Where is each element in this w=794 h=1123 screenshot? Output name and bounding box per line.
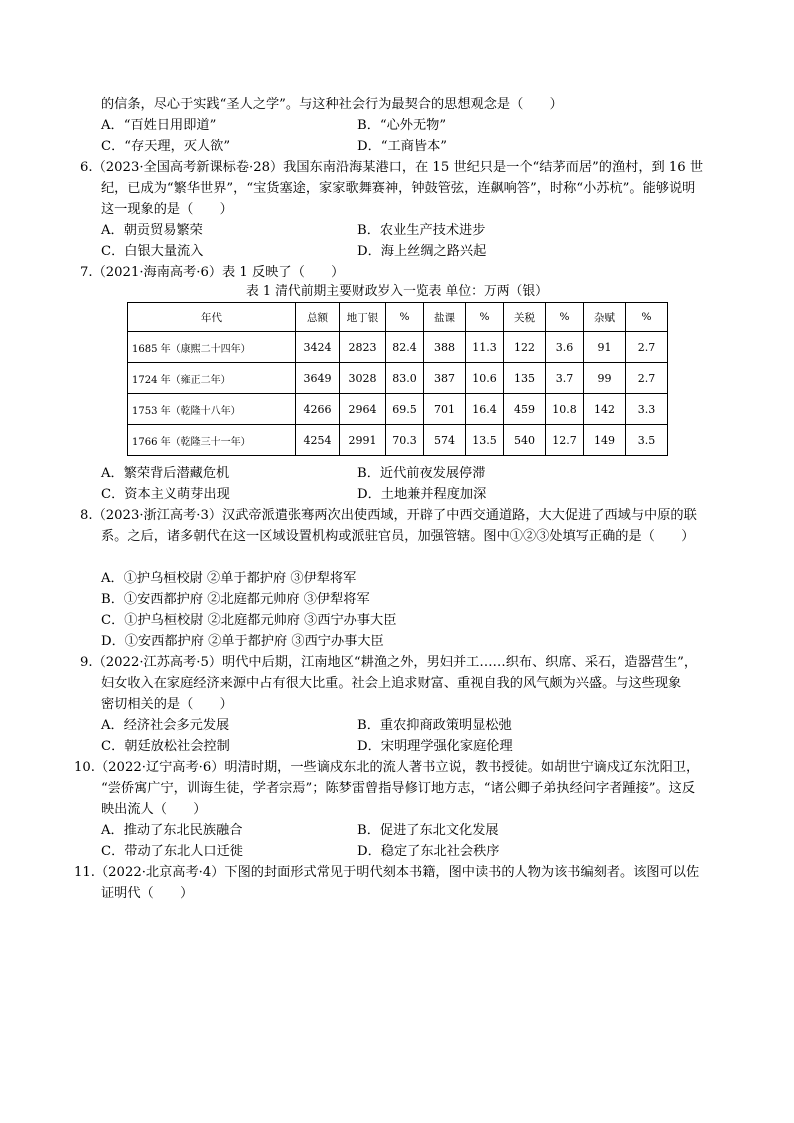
- table-cell: 3.7: [546, 363, 584, 394]
- table-cell: 387: [424, 363, 466, 394]
- table-cell: 701: [424, 394, 466, 425]
- question-8-stem-line: 系。之后，诸多朝代在这一区域设置机构或派驻官员，加强管辖。图中①②③处填写正确的是（ ）: [101, 529, 695, 544]
- option-d: D．①安西都护府 ②单于都护府 ③西宁办事大臣: [101, 634, 384, 649]
- table-cell: 91: [584, 332, 626, 363]
- table-cell: 10.6: [466, 363, 504, 394]
- table-cell: 3.3: [626, 394, 668, 425]
- question-10-stem-line: 映出流人（ ）: [101, 802, 207, 817]
- table-caption: 表 1 清代前期主要财政岁入一览表 单位：万两（银）: [246, 284, 548, 299]
- table-cell: 70.3: [386, 425, 424, 456]
- question-9-stem-line: 9.（2022·江苏高考·5）明代中后期，江南地区“耕渔之外，男妇并工……织布、织席、采石，造器营生”，: [80, 655, 698, 670]
- table-cell: 1724 年（雍正二年）: [128, 363, 296, 394]
- question-6-stem-line: 纪，已成为“繁华世界”，“宝货塞途，家家歌舞赛神，钟鼓管弦，连飙响答”，时称“小苏杭”。能够说明: [101, 181, 696, 196]
- table-cell: 4266: [296, 394, 340, 425]
- table-cell: 135: [504, 363, 546, 394]
- table-row: [128, 425, 668, 456]
- question-10-stem-line: “尝侨寓广宁，训诲生徒，学者宗焉”；陈梦雷曾指导修订地方志，“诸公卿子弟执经问字者踵接”。这反: [101, 781, 696, 796]
- option-a: A．“百姓日用即道”: [101, 118, 217, 133]
- table-cell: 82.4: [386, 332, 424, 363]
- table-cell: 3028: [340, 363, 386, 394]
- table-cell: 459: [504, 394, 546, 425]
- question-11-stem-line: 证明代（ ）: [101, 886, 194, 901]
- question-6-stem-line: 这一现象的是（ ）: [101, 202, 233, 217]
- table-cell: 2823: [340, 332, 386, 363]
- table-row: [128, 332, 668, 363]
- table-cell: 69.5: [386, 394, 424, 425]
- question-9-stem-line: 密切相关的是（ ）: [101, 697, 233, 712]
- option-b: B．近代前夜发展停滞: [357, 466, 486, 481]
- option-d: D．稳定了东北社会秩序: [357, 844, 500, 859]
- option-c: C．资本主义萌芽出现: [101, 487, 230, 502]
- option-b: B．①安西都护府 ②北庭都元帅府 ③伊犁将军: [101, 592, 370, 607]
- table-cell: 2.7: [626, 363, 668, 394]
- option-a: A．繁荣背后潜藏危机: [101, 466, 230, 481]
- option-a: A．①护乌桓校尉 ②单于都护府 ③伊犁将军: [101, 571, 357, 586]
- table-cell: 540: [504, 425, 546, 456]
- option-b: B．促进了东北文化发展: [357, 823, 499, 838]
- table-cell: 16.4: [466, 394, 504, 425]
- table-cell: 2.7: [626, 332, 668, 363]
- table-header-row: [128, 303, 668, 332]
- column-header: 杂赋: [584, 303, 626, 332]
- option-c: C．朝廷放松社会控制: [101, 739, 230, 754]
- table-cell: 12.7: [546, 425, 584, 456]
- question-6-stem-line: 6.（2023·全国高考新课标卷·28）我国东南沿海某港口，在 15 世纪只是一个“结茅而居”的渔村，到 16 世: [80, 160, 704, 175]
- question-5-tail-line: 的信条，尽心于实践“圣人之学”。与这种社会行为最契合的思想观念是（ ）: [101, 97, 563, 112]
- option-d: D．土地兼并程度加深: [357, 487, 487, 502]
- question-9-stem-line: 妇女收入在家庭经济来源中占有很大比重。社会上追求财富、重视自我的风气颇为兴盛。与这些现象: [101, 676, 682, 691]
- option-a: A．朝贡贸易繁荣: [101, 223, 203, 238]
- table-cell: 10.8: [546, 394, 584, 425]
- table-cell: 3.6: [546, 332, 584, 363]
- option-c: C．带动了东北人口迁徙: [101, 844, 243, 859]
- table-cell: 99: [584, 363, 626, 394]
- table-cell: 3424: [296, 332, 340, 363]
- table-cell: 83.0: [386, 363, 424, 394]
- table-cell: 1766 年（乾隆三十一年）: [128, 425, 296, 456]
- table-cell: 4254: [296, 425, 340, 456]
- column-header: %: [466, 303, 504, 332]
- column-header: 总额: [296, 303, 340, 332]
- table-cell: 3.5: [626, 425, 668, 456]
- column-header: %: [626, 303, 668, 332]
- option-c: C．“存天理，灭人欲”: [101, 139, 231, 154]
- table-cell: 3649: [296, 363, 340, 394]
- fiscal-revenue-table: [127, 302, 668, 456]
- question-10-stem-line: 10.（2022·辽宁高考·6）明清时期，一些谪戍东北的流人著书立说，教书授徒。如胡世宁谪戍辽东沈阳卫，: [74, 760, 700, 775]
- table-cell: 574: [424, 425, 466, 456]
- column-header: 年代: [128, 303, 296, 332]
- column-header: 地丁银: [340, 303, 386, 332]
- option-b: B．“心外无物”: [357, 118, 447, 133]
- option-c: C．白银大量流入: [101, 244, 204, 259]
- column-header: %: [546, 303, 584, 332]
- option-a: A．经济社会多元发展: [101, 718, 230, 733]
- question-11-stem-line: 11.（2022·北京高考·4）下图的封面形式常见于明代刻本书籍，图中读书的人物为该书编刻者。该图可以佐: [74, 865, 700, 880]
- column-header: %: [386, 303, 424, 332]
- column-header: 关税: [504, 303, 546, 332]
- column-header: 盐课: [424, 303, 466, 332]
- option-d: D．“工商皆本”: [357, 139, 447, 154]
- table-cell: 2991: [340, 425, 386, 456]
- table-cell: 1685 年（康熙二十四年）: [128, 332, 296, 363]
- table-cell: 2964: [340, 394, 386, 425]
- option-d: D．宋明理学强化家庭伦理: [357, 739, 513, 754]
- option-b: B．农业生产技术进步: [357, 223, 486, 238]
- table-cell: 142: [584, 394, 626, 425]
- option-b: B．重农抑商政策明显松弛: [357, 718, 512, 733]
- question-8-stem-line: 8.（2023·浙江高考·3）汉武帝派遣张骞两次出使西域，开辟了中西交通道路，大大促进了西域与中原的联: [80, 508, 697, 523]
- option-d: D．海上丝绸之路兴起: [357, 244, 487, 259]
- table-cell: 149: [584, 425, 626, 456]
- table-row: [128, 394, 668, 425]
- question-7-stem-line: 7.（2021·海南高考·6）表 1 反映了（ ）: [80, 265, 345, 280]
- table-cell: 13.5: [466, 425, 504, 456]
- table-row: [128, 363, 668, 394]
- table-cell: 122: [504, 332, 546, 363]
- option-a: A．推动了东北民族融合: [101, 823, 243, 838]
- table-cell: 388: [424, 332, 466, 363]
- option-c: C．①护乌桓校尉 ②北庭都元帅府 ③西宁办事大臣: [101, 613, 397, 628]
- table-cell: 1753 年（乾隆十八年）: [128, 394, 296, 425]
- table-cell: 11.3: [466, 332, 504, 363]
